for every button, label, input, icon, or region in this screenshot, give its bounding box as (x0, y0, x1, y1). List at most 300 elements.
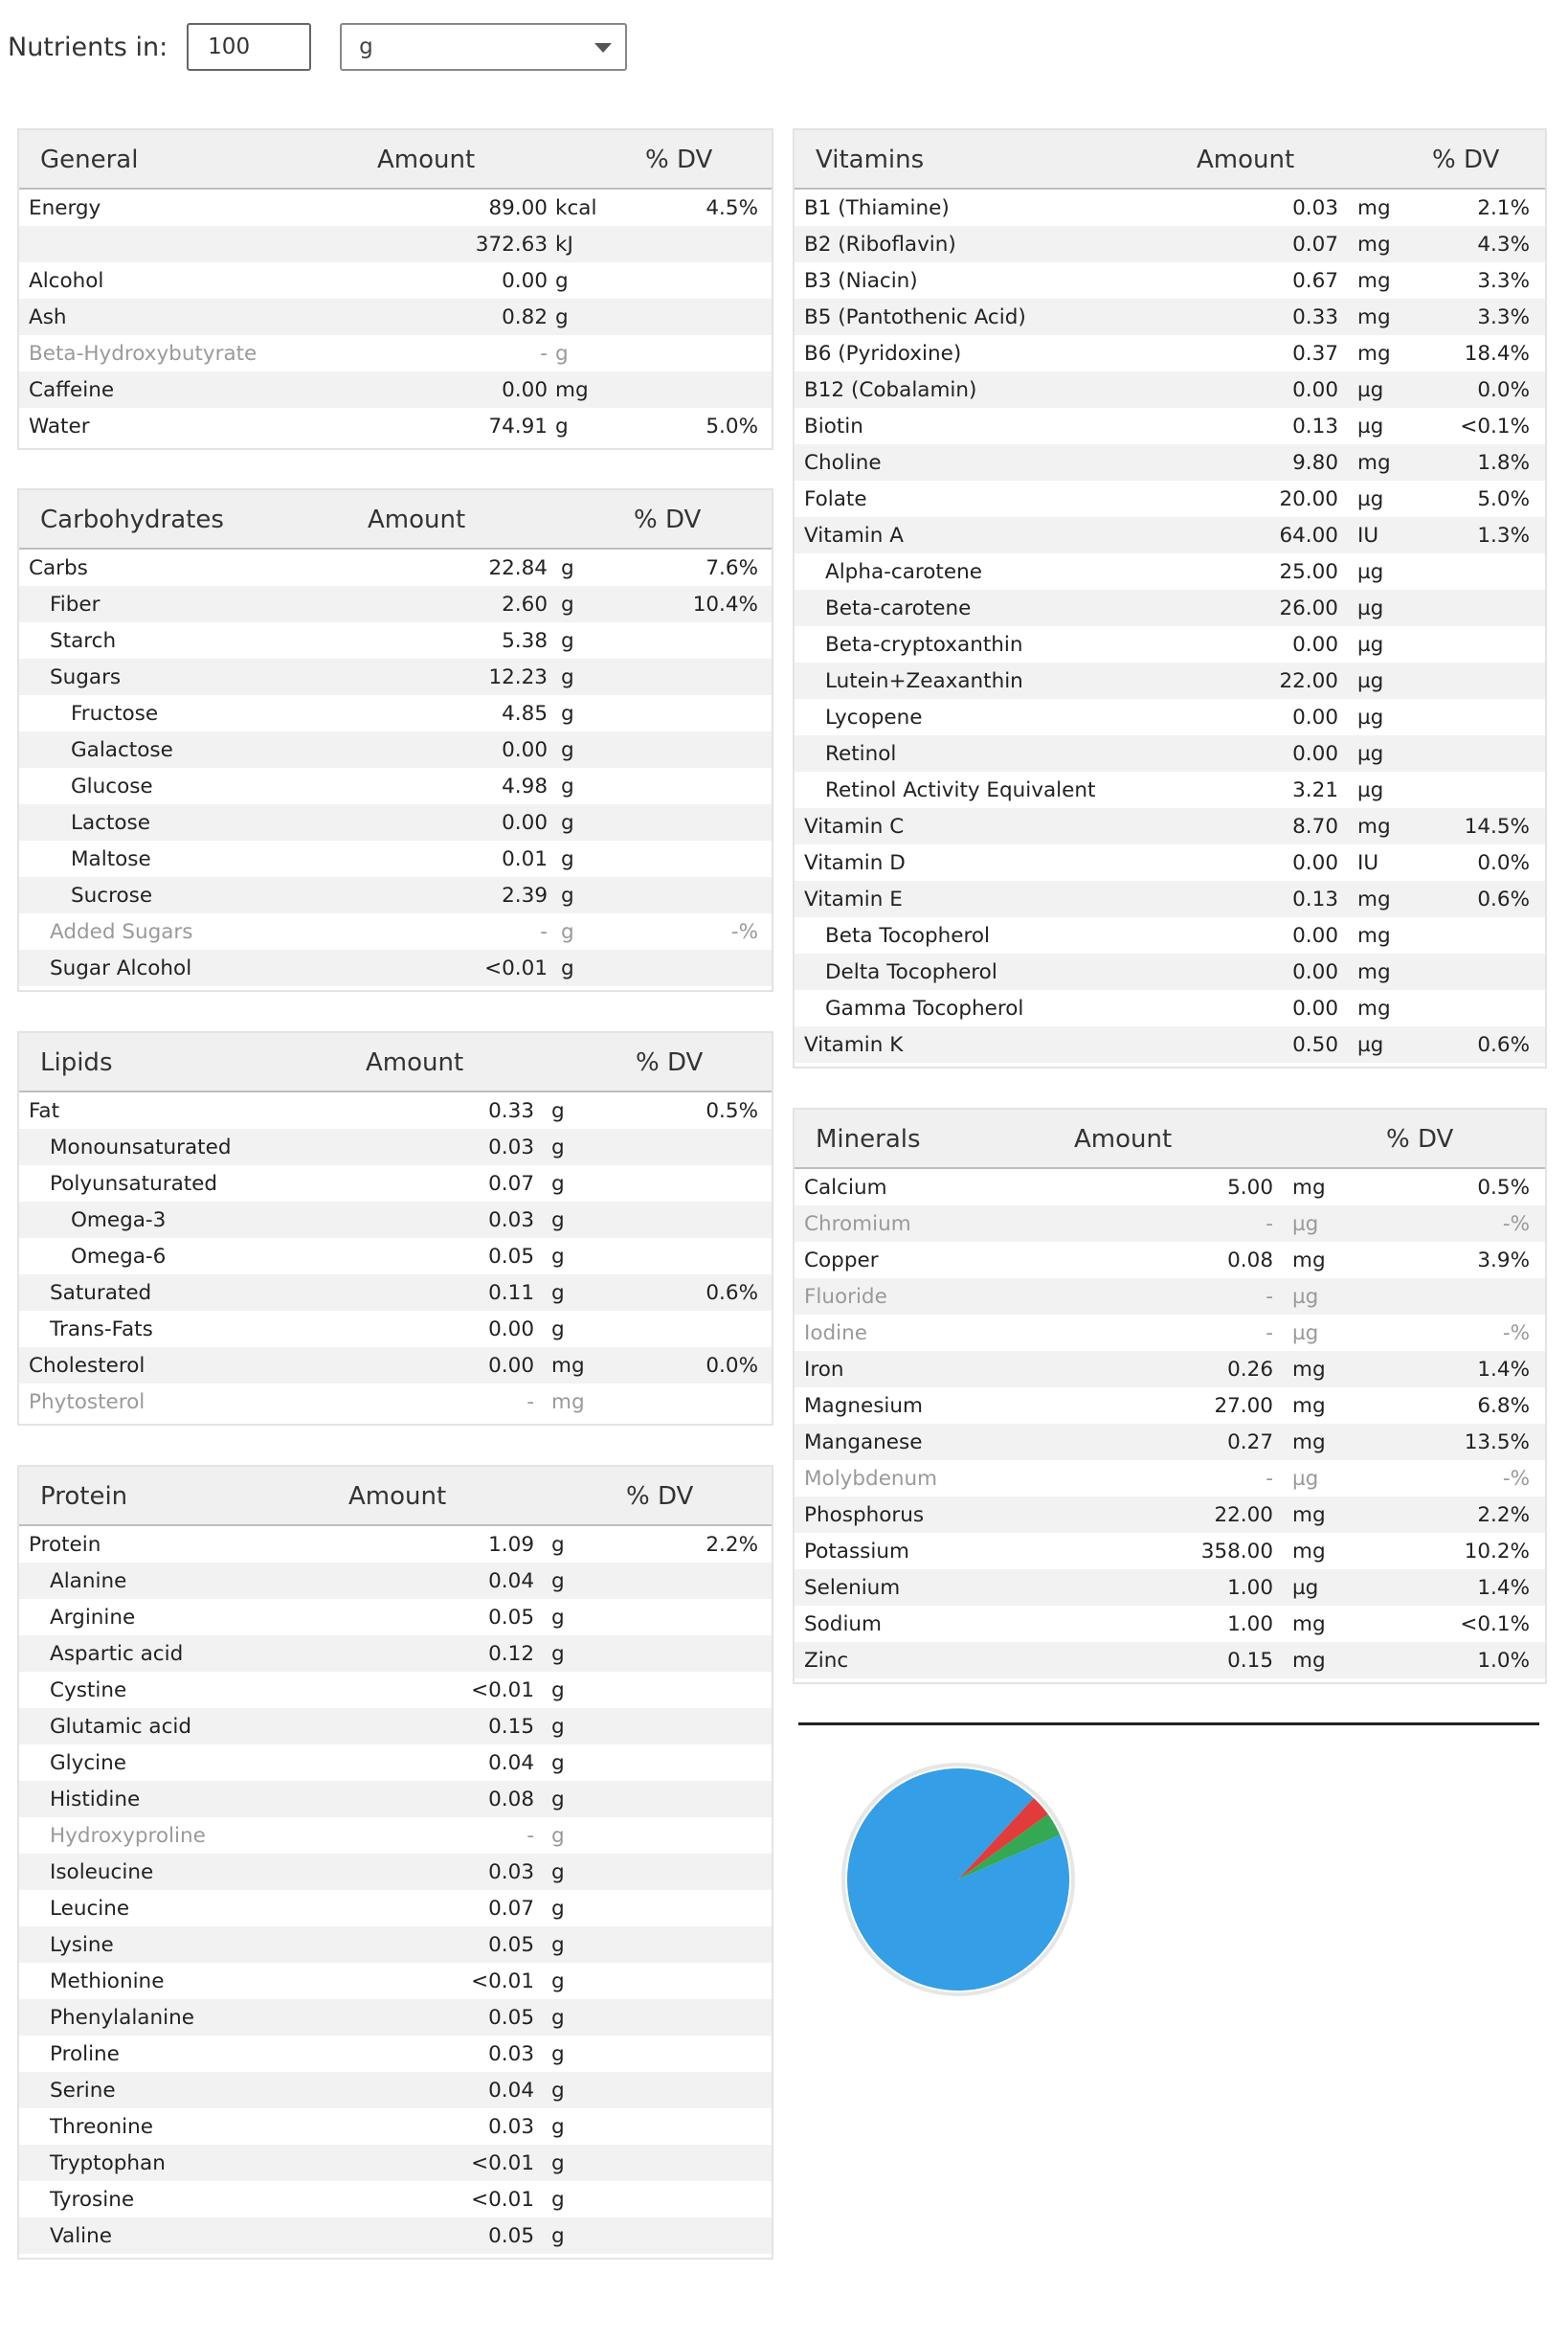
nutrient-unit: g (551, 1172, 565, 1196)
nutrient-dv: -% (1502, 1321, 1530, 1345)
nutrient-unit: µg (1357, 1033, 1384, 1057)
nutrient-row (19, 2145, 772, 2181)
nutrient-amount: 0.15 (1227, 1649, 1273, 1673)
nutrient-amount: 0.00 (1292, 706, 1338, 730)
nutrient-name: Cystine (50, 1678, 127, 1702)
nutrient-name: Glutamic acid (50, 1715, 192, 1739)
nutrient-name: Lycopene (825, 706, 923, 730)
section-title: Minerals (816, 1125, 921, 1154)
nutrient-amount: <0.01 (471, 1969, 534, 1993)
nutrient-amount: 22.84 (488, 556, 548, 580)
dv-column-header: % DV (645, 146, 713, 174)
nutrient-name: Omega-3 (71, 1208, 167, 1232)
nutrient-dv: 3.9% (1477, 1249, 1530, 1272)
nutrient-row (19, 1744, 772, 1781)
nutrient-unit: µg (1357, 778, 1384, 802)
nutrient-dv: 0.0% (1477, 851, 1530, 875)
nutrient-row (795, 1387, 1545, 1424)
nutrient-name: Energy (29, 196, 101, 220)
nutrient-name: Beta-carotene (825, 596, 972, 620)
nutrient-unit: IU (1357, 851, 1379, 875)
nutrient-amount: 26.00 (1279, 596, 1338, 620)
nutrient-unit: g (551, 1136, 565, 1159)
nutrient-row (19, 2036, 772, 2072)
nutrient-amount: 0.13 (1292, 415, 1338, 439)
nutrient-dv: 2.1% (1477, 196, 1530, 220)
nutrient-name: Chromium (804, 1212, 911, 1236)
nutrient-row (795, 226, 1545, 262)
nutrient-amount: <0.01 (471, 2188, 534, 2212)
nutrient-unit: g (561, 738, 574, 762)
nutrient-name: Choline (804, 451, 882, 475)
nutrient-name: Fructose (71, 702, 159, 726)
nutrient-row (795, 1533, 1545, 1569)
nutrient-unit: g (555, 305, 569, 329)
nutrient-unit: g (551, 1969, 565, 1993)
nutrient-name: Copper (804, 1249, 879, 1272)
nutrient-row (795, 699, 1545, 735)
nutrient-amount: 74.91 (488, 415, 548, 439)
nutrient-row (19, 408, 772, 444)
nutrient-amount: 3.21 (1292, 778, 1338, 802)
minerals-panel (793, 1108, 1547, 1684)
nutrient-name: Alpha-carotene (825, 560, 982, 584)
lipids-panel (17, 1031, 773, 1426)
nutrient-row (795, 772, 1545, 808)
nutrient-unit: g (551, 2006, 565, 2030)
nutrient-row (795, 917, 1545, 954)
lipids-header (19, 1033, 772, 1092)
nutrients-in-label: Nutrients in: (8, 32, 168, 62)
nutrient-name: Saturated (50, 1281, 152, 1305)
nutrient-amount: 0.05 (488, 1606, 534, 1630)
nutrient-unit: mg (1357, 196, 1391, 220)
protein-header (19, 1467, 772, 1526)
nutrient-name: Gamma Tocopherol (825, 997, 1024, 1021)
nutrient-name: Sugar Alcohol (50, 956, 192, 980)
nutrient-unit: g (551, 2188, 565, 2212)
nutrient-row (795, 335, 1545, 371)
nutrient-row (19, 804, 772, 841)
nutrient-amount: 0.07 (488, 1897, 534, 1921)
nutrient-dv: 0.5% (1477, 1176, 1530, 1200)
nutrient-row (795, 844, 1545, 881)
nutrient-row (19, 1854, 772, 1890)
unit-select[interactable] (340, 23, 627, 71)
nutrient-dv: 5.0% (706, 415, 758, 439)
nutrient-name: Retinol (825, 742, 897, 766)
nutrient-unit: g (551, 1715, 565, 1739)
nutrient-amount: 0.07 (488, 1172, 534, 1196)
nutrient-amount: 0.03 (488, 1136, 534, 1159)
nutrient-row (795, 1169, 1545, 1205)
nutrient-name: Potassium (804, 1540, 909, 1564)
nutrient-dv: 10.2% (1464, 1540, 1530, 1564)
nutrient-dv: 0.5% (706, 1099, 758, 1123)
nutrient-amount: 0.00 (1292, 742, 1338, 766)
nutrient-amount: 0.05 (488, 1245, 534, 1269)
nutrient-row (795, 954, 1545, 990)
nutrient-amount: 0.27 (1227, 1430, 1273, 1454)
nutrient-unit: mg (1357, 997, 1391, 1021)
nutrient-amount: <0.01 (471, 2151, 534, 2175)
nutrient-dv: 2.2% (1477, 1503, 1530, 1527)
nutrient-name: Fat (29, 1099, 59, 1123)
nutrient-row (19, 1926, 772, 1963)
nutrient-row (19, 1384, 772, 1420)
nutrient-row (795, 481, 1545, 517)
nutrient-unit: mg (1292, 1358, 1326, 1382)
nutrient-amount: 22.00 (1279, 669, 1338, 693)
nutrient-unit: g (561, 775, 574, 799)
nutrient-amount: 0.33 (1292, 305, 1338, 329)
nutrient-name: Retinol Activity Equivalent (825, 778, 1096, 802)
nutrient-unit: g (551, 1245, 565, 1269)
section-title: Lipids (40, 1048, 113, 1077)
nutrient-amount: 20.00 (1279, 487, 1338, 511)
nutrient-dv: 18.4% (1464, 342, 1530, 366)
nutrient-amount: 2.60 (502, 593, 548, 617)
nutrient-amount: 22.00 (1214, 1503, 1273, 1527)
nutrient-amount: 0.00 (488, 1354, 534, 1378)
nutrient-row (795, 1460, 1545, 1496)
nutrient-amount: 0.26 (1227, 1358, 1273, 1382)
nutrient-unit: g (551, 2079, 565, 2103)
nutrient-unit: g (561, 847, 574, 871)
nutrient-unit: g (551, 1788, 565, 1811)
nutrient-dv: 0.6% (706, 1281, 758, 1305)
amount-column-header: Amount (366, 1048, 464, 1077)
nutrient-dv: 0.6% (1477, 888, 1530, 911)
nutrient-name: Zinc (804, 1649, 849, 1673)
dv-column-header: % DV (1386, 1125, 1454, 1154)
nutrient-name: Monounsaturated (50, 1136, 232, 1159)
nutrient-unit: g (551, 1824, 565, 1848)
nutrient-unit: g (561, 884, 574, 908)
nutrient-amount: 0.00 (1292, 997, 1338, 1021)
nutrient-name: Carbs (29, 556, 88, 580)
section-title: Carbohydrates (40, 506, 224, 534)
nutrient-dv: 14.5% (1464, 815, 1530, 839)
nutrient-dv: 0.0% (1477, 378, 1530, 402)
nutrient-row (795, 590, 1545, 626)
nutrient-unit: µg (1357, 706, 1384, 730)
nutrient-name: Added Sugars (50, 920, 193, 944)
dv-column-header: % DV (634, 506, 702, 534)
nutrient-dv: 3.3% (1477, 305, 1530, 329)
nutrient-dv: 7.6% (706, 556, 758, 580)
vitamins-panel (793, 128, 1547, 1069)
nutrient-row (795, 1569, 1545, 1606)
nutrient-amount: 0.00 (1292, 851, 1338, 875)
nutrient-amount: <0.01 (471, 1678, 534, 1702)
nutrient-amount: 372.63 (475, 233, 548, 257)
nutrient-row (795, 1242, 1545, 1278)
nutrient-unit: mg (1357, 815, 1391, 839)
nutrient-row (19, 1672, 772, 1708)
nutrient-amount: 9.80 (1292, 451, 1338, 475)
nutrient-amount: 0.37 (1292, 342, 1338, 366)
nutrient-amount: 0.67 (1292, 269, 1338, 293)
nutrient-unit: mg (1292, 1394, 1326, 1418)
nutrient-amount: 0.00 (502, 269, 548, 293)
nutrient-name: Phenylalanine (50, 2006, 194, 2030)
nutrient-unit: mg (1357, 233, 1391, 257)
nutrient-amount: 8.70 (1292, 815, 1338, 839)
nutrient-unit: mg (1292, 1503, 1326, 1527)
chevron-down-icon (594, 43, 612, 53)
nutrient-amount: 89.00 (488, 196, 548, 220)
nutrient-amount: 2.39 (502, 884, 548, 908)
quantity-input[interactable] (187, 23, 311, 71)
nutrient-row (19, 768, 772, 804)
nutrient-amount: - (526, 1824, 534, 1848)
nutrient-name: B5 (Pantothenic Acid) (804, 305, 1026, 329)
nutrient-amount: 0.03 (488, 2042, 534, 2066)
nutrient-name: Magnesium (804, 1394, 923, 1418)
nutrient-row (19, 1635, 772, 1672)
nutrient-name: Calcium (804, 1176, 887, 1200)
nutrient-row (795, 408, 1545, 444)
nutrient-row (19, 695, 772, 731)
nutrient-amount: - (1266, 1467, 1273, 1491)
vitamins-header (795, 130, 1545, 190)
nutrient-name: B1 (Thiamine) (804, 196, 950, 220)
nutrient-row (795, 1642, 1545, 1678)
unit-select-value: g (359, 34, 373, 59)
nutrient-name: Phosphorus (804, 1503, 925, 1527)
nutrient-unit: g (561, 811, 574, 835)
nutrient-amount: 1.00 (1227, 1576, 1273, 1600)
nutrient-unit: µg (1357, 560, 1384, 584)
nutrient-amount: - (540, 920, 548, 944)
nutrient-unit: IU (1357, 524, 1379, 548)
nutrient-amount: 0.00 (488, 1317, 534, 1341)
nutrient-amount: 0.03 (488, 1860, 534, 1884)
nutrient-unit: g (551, 1281, 565, 1305)
nutrient-unit: g (561, 665, 574, 689)
section-title: General (40, 146, 139, 174)
nutrient-name: Fiber (50, 593, 101, 617)
nutrient-unit: µg (1292, 1285, 1319, 1309)
nutrient-dv: 13.5% (1464, 1430, 1530, 1454)
nutrient-amount: 12.23 (488, 665, 548, 689)
nutrient-pie-chart (839, 1760, 1078, 1999)
nutrient-dv: -% (1502, 1212, 1530, 1236)
nutrient-name: Tyrosine (50, 2188, 135, 2212)
nutrient-name: Ash (29, 305, 67, 329)
nutrient-row (19, 262, 772, 299)
nutrient-row (19, 1311, 772, 1347)
nutrient-amount: 1.09 (488, 1533, 534, 1557)
nutrient-row (19, 190, 772, 226)
nutrient-amount: 0.00 (1292, 633, 1338, 657)
nutrient-name: Alcohol (29, 269, 104, 293)
nutrient-row (795, 1496, 1545, 1533)
amount-column-header: Amount (348, 1482, 447, 1511)
nutrient-name: B6 (Pyridoxine) (804, 342, 962, 366)
nutrient-row (19, 622, 772, 659)
nutrient-amount: 0.13 (1292, 888, 1338, 911)
nutrient-unit: g (551, 1642, 565, 1666)
nutrient-dv: 10.4% (692, 593, 758, 617)
nutrient-dv: 1.8% (1477, 451, 1530, 475)
nutrient-amount: 358.00 (1200, 1540, 1273, 1564)
nutrient-amount: 0.12 (488, 1642, 534, 1666)
nutrient-row (19, 1781, 772, 1817)
nutrient-name: Biotin (804, 415, 863, 439)
nutrient-row (795, 626, 1545, 663)
nutrient-name: Sodium (804, 1612, 882, 1636)
nutrient-unit: g (551, 2115, 565, 2139)
nutrient-unit: g (561, 956, 574, 980)
nutrient-name: Trans-Fats (50, 1317, 153, 1341)
nutrient-unit: mg (551, 1354, 585, 1378)
nutrient-row (19, 1165, 772, 1202)
nutrient-row (795, 262, 1545, 299)
nutrient-unit: g (551, 1317, 565, 1341)
nutrient-row (795, 1606, 1545, 1642)
nutrient-unit: g (551, 1208, 565, 1232)
nutrient-row (19, 1238, 772, 1274)
section-title: Protein (40, 1482, 128, 1511)
nutrient-name: Vitamin K (804, 1033, 904, 1057)
general-header (19, 130, 772, 190)
nutrient-name: Glycine (50, 1751, 127, 1775)
amount-column-header: Amount (1074, 1125, 1173, 1154)
nutrient-name: Threonine (50, 2115, 153, 2139)
nutrient-amount: 0.50 (1292, 1033, 1338, 1057)
nutrient-name: Fluoride (804, 1285, 887, 1309)
nutrient-row (19, 841, 772, 877)
nutrient-row (795, 1205, 1545, 1242)
nutrient-row (19, 2108, 772, 2145)
nutrient-amount: 0.01 (502, 847, 548, 871)
nutrient-row (19, 1890, 772, 1926)
nutrient-dv: 6.8% (1477, 1394, 1530, 1418)
nutrient-name: Glucose (71, 775, 153, 799)
nutrient-amount: 0.00 (1292, 924, 1338, 948)
general-panel (17, 128, 773, 450)
nutrient-row (19, 226, 772, 262)
nutrient-name: Alanine (50, 1569, 127, 1593)
nutrient-name: Vitamin E (804, 888, 903, 911)
nutrient-name: Iron (804, 1358, 844, 1382)
nutrient-amount: 0.00 (502, 738, 548, 762)
nutrient-row (19, 299, 772, 335)
nutrient-name: Sugars (50, 665, 122, 689)
nutrient-unit: g (551, 1751, 565, 1775)
nutrient-amount: 27.00 (1214, 1394, 1273, 1418)
nutrient-unit: mg (1292, 1249, 1326, 1272)
nutrient-row (19, 1274, 772, 1311)
nutrient-row (795, 1424, 1545, 1460)
nutrient-unit: kJ (555, 233, 573, 257)
nutrient-unit: mg (1292, 1612, 1326, 1636)
nutrient-row (19, 877, 772, 913)
nutrient-unit: kcal (555, 196, 597, 220)
nutrient-name: Lactose (71, 811, 150, 835)
nutrient-row (19, 1092, 772, 1129)
nutrient-unit: µg (1292, 1321, 1319, 1345)
nutrient-row (19, 1202, 772, 1238)
nutrient-amount: 0.00 (1292, 960, 1338, 984)
nutrient-name: Vitamin C (804, 815, 905, 839)
nutrient-amount: 0.05 (488, 2224, 534, 2248)
nutrient-unit: g (555, 415, 569, 439)
dv-column-header: % DV (1432, 146, 1500, 174)
nutrient-name: Iodine (804, 1321, 867, 1345)
nutrient-name: Selenium (804, 1576, 901, 1600)
nutrient-unit: g (551, 2042, 565, 2066)
nutrient-amount: - (540, 342, 548, 366)
nutrient-name: Lutein+Zeaxanthin (825, 669, 1023, 693)
dv-column-header: % DV (636, 1048, 704, 1077)
nutrient-name: Vitamin A (804, 524, 904, 548)
amount-column-header: Amount (1197, 146, 1295, 174)
nutrient-name: Phytosterol (29, 1390, 146, 1414)
nutrient-amount: 0.08 (1227, 1249, 1273, 1272)
nutrient-amount: 5.38 (502, 629, 548, 653)
nutrient-row (795, 881, 1545, 917)
nutrient-dv: <0.1% (1460, 415, 1530, 439)
nutrient-amount: 0.00 (502, 378, 548, 402)
nutrient-name: Vitamin D (804, 851, 906, 875)
nutrient-dv: 1.4% (1477, 1576, 1530, 1600)
nutrient-row (19, 2217, 772, 2254)
nutrient-unit: g (555, 269, 569, 293)
nutrient-dv: -% (1502, 1467, 1530, 1491)
nutrient-amount: 0.33 (488, 1099, 534, 1123)
nutrient-unit: mg (1357, 888, 1391, 911)
nutrient-row (795, 808, 1545, 844)
nutrient-amount: - (526, 1390, 534, 1414)
nutrient-unit: mg (1357, 269, 1391, 293)
nutrient-name: Hydroxyproline (50, 1824, 206, 1848)
nutrient-unit: mg (1292, 1176, 1326, 1200)
nutrient-name: Delta Tocopherol (825, 960, 997, 984)
nutrient-name: Valine (50, 2224, 113, 2248)
amount-column-header: Amount (377, 146, 476, 174)
nutrient-unit: g (561, 920, 574, 944)
nutrient-row (19, 1129, 772, 1165)
nutrient-dv: 3.3% (1477, 269, 1530, 293)
nutrient-unit: mg (1357, 305, 1391, 329)
nutrient-amount: 1.00 (1227, 1612, 1273, 1636)
nutrient-unit: g (551, 1099, 565, 1123)
nutrient-row (19, 1347, 772, 1384)
nutrient-row (795, 735, 1545, 772)
nutrient-amount: 0.00 (1292, 378, 1338, 402)
nutrient-amount: 0.08 (488, 1788, 534, 1811)
nutrient-unit: mg (1292, 1649, 1326, 1673)
nutrient-amount: - (1266, 1321, 1273, 1345)
nutrient-unit: g (561, 556, 574, 580)
carbohydrates-panel (17, 488, 773, 992)
nutrient-row (795, 1315, 1545, 1351)
nutrient-name: Sucrose (71, 884, 153, 908)
nutrient-unit: g (555, 342, 569, 366)
nutrient-name: Starch (50, 629, 117, 653)
nutrient-row (19, 1999, 772, 2036)
amount-column-header: Amount (368, 506, 466, 534)
nutrient-unit: mg (1357, 960, 1391, 984)
nutrient-name: Caffeine (29, 378, 115, 402)
section-title: Vitamins (816, 146, 925, 174)
nutrient-unit: µg (1292, 1576, 1319, 1600)
nutrient-name: Aspartic acid (50, 1642, 184, 1666)
nutrient-name: Polyunsaturated (50, 1172, 218, 1196)
